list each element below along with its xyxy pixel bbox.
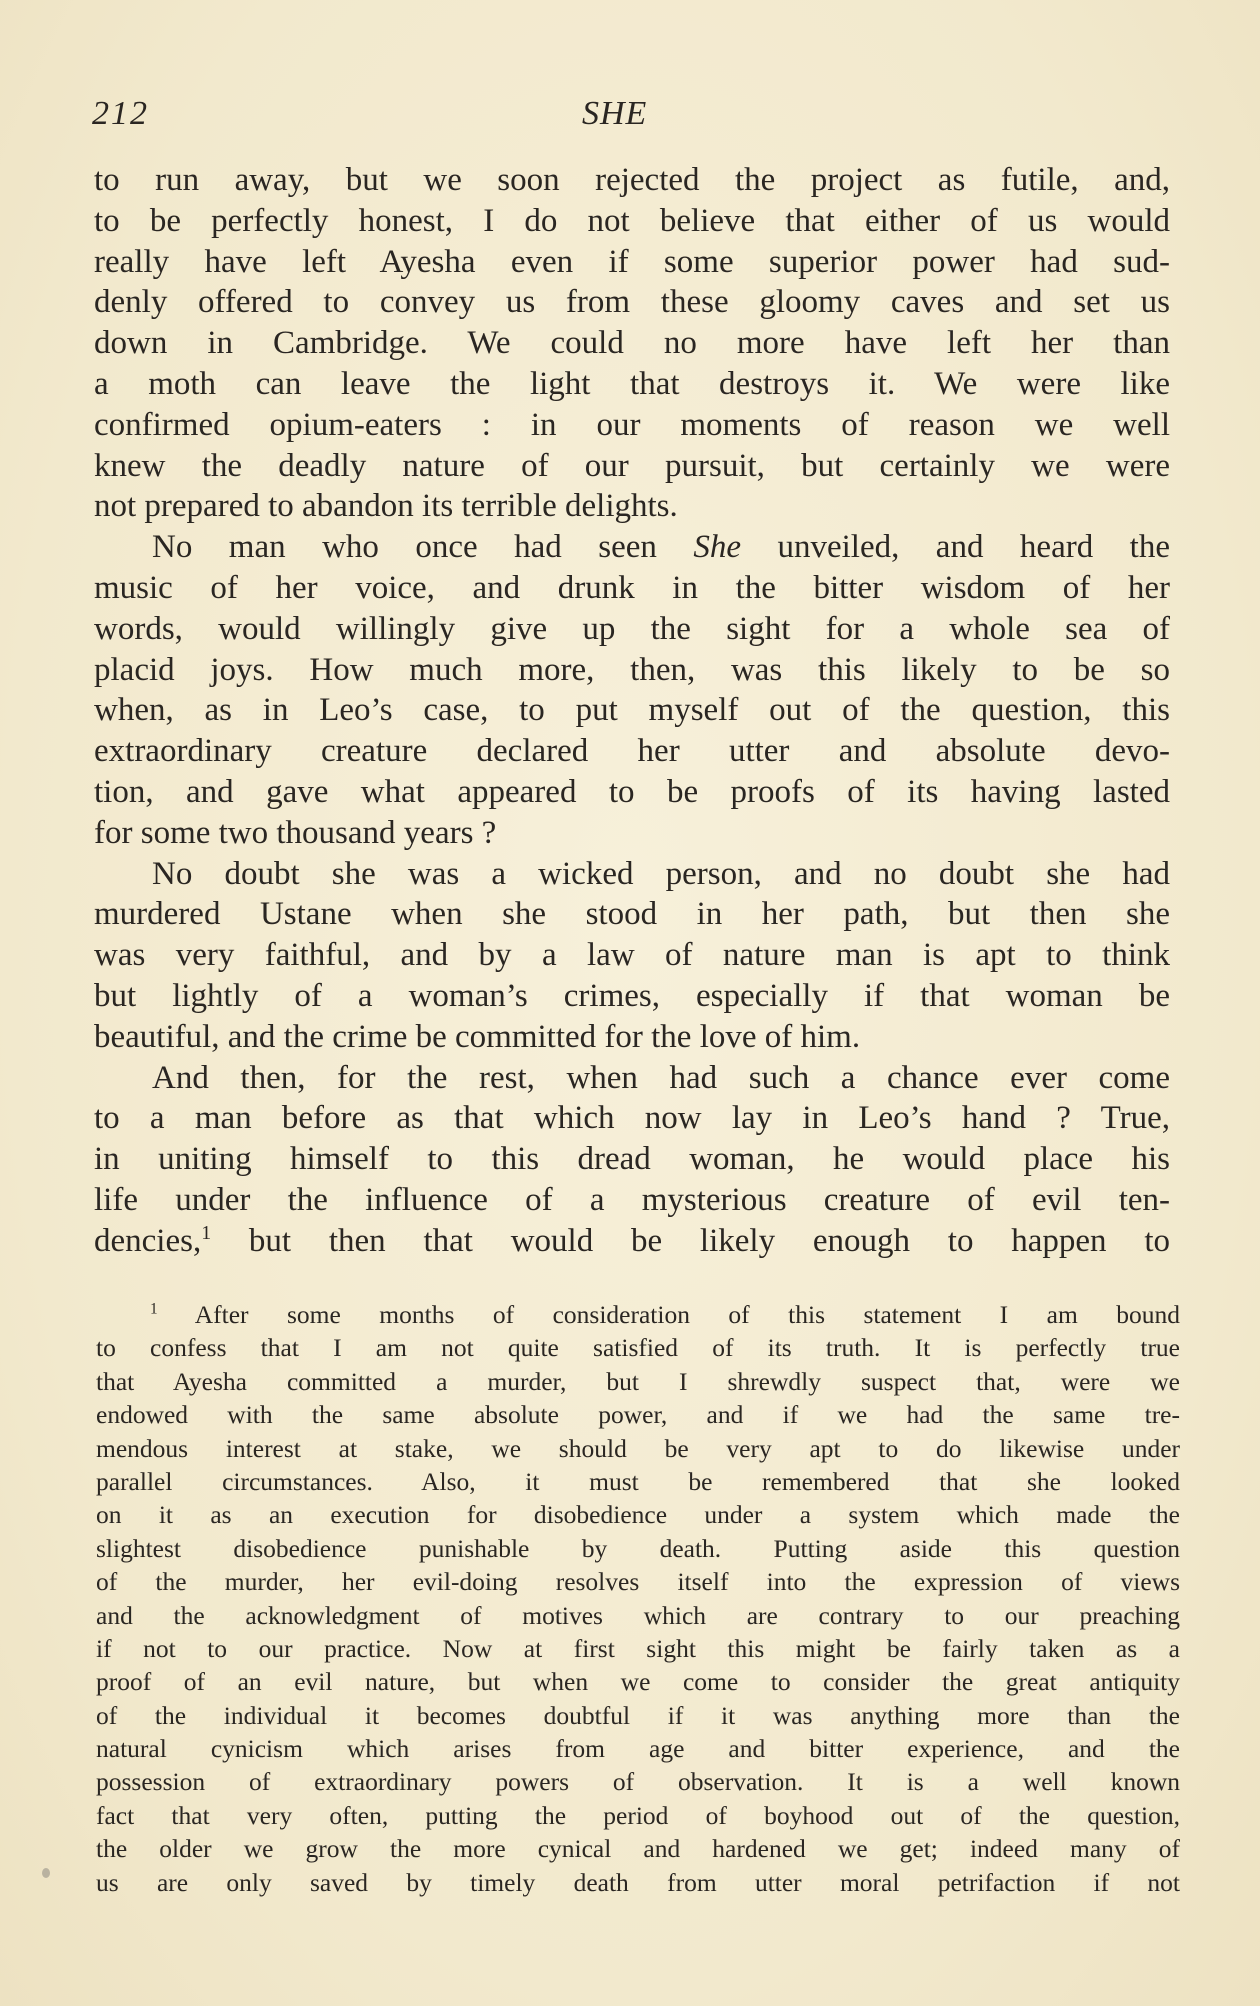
text-line: extraordinary creature declared her utter and absolute devo-: [94, 733, 1170, 770]
footnote-line: of the murder, her evil-doing resolves itself into the expression of views: [96, 1567, 1180, 1597]
text-line: down in Cambridge. We could no more have left her than: [94, 325, 1170, 362]
text-line: knew the deadly nature of our pursuit, but certainly we were: [94, 447, 1170, 484]
footnote-line: fact that very often, putting the period of boyhood out of the question,: [96, 1800, 1180, 1830]
page-number: 212: [92, 95, 149, 132]
footnote: [96, 1298, 1180, 1899]
text-line: not prepared to abandon its terrible delights.: [94, 488, 678, 525]
text-line: to be perfectly honest, I do not believe that either of us would: [94, 202, 1170, 239]
text-line: really have left Ayesha even if some superior power had sud-: [94, 243, 1170, 280]
text-line: beautiful, and the crime be committed for the love of him.: [94, 1018, 861, 1055]
text-line: for some two thousand years ?: [94, 814, 497, 851]
text-line: when, as in Leo’s case, to put myself out of the question, this: [94, 692, 1170, 729]
footnote-line: natural cynicism which arises from age and bitter experience, and the: [96, 1734, 1180, 1764]
text-line: music of her voice, and drunk in the bitter wisdom of her: [94, 569, 1170, 606]
footnote-reference: 1: [201, 1221, 212, 1244]
footnote-line: that Ayesha committed a murder, but I shrewdly suspect that, were we: [96, 1366, 1180, 1396]
footnote-line: the older we grow the more cynical and hardened we get; indeed many of: [96, 1834, 1180, 1864]
text-line: but lightly of a woman’s crimes, especially if that woman be: [94, 977, 1170, 1014]
text-line: was very faithful, and by a law of nature man is apt to think: [94, 937, 1170, 974]
footnote-line: us are only saved by timely death from utter moral petrifaction if not: [96, 1867, 1180, 1897]
text-fragment: dencies,: [94, 1222, 202, 1259]
text-line: words, would willingly give up the sight for a whole sea of: [94, 610, 1170, 647]
text-line: to run away, but we soon rejected the project as futile, and,: [94, 162, 1170, 198]
footnote-line: [96, 1298, 1180, 1331]
running-header: [92, 95, 1182, 145]
text-line: And then, for the rest, when had such a chance ever come: [152, 1059, 1170, 1096]
footnote-marker: 1: [150, 1300, 158, 1318]
text-line: No doubt she was a wicked person, and no doubt she had: [152, 855, 1170, 892]
running-title: SHE: [582, 95, 648, 132]
text-line: tion, and gave what appeared to be proofs of its having lasted: [94, 773, 1170, 810]
footnote-line: and the acknowledgment of motives which are contrary to our preaching: [96, 1600, 1180, 1630]
text-fragment: but then that would be likely enough to happen to: [248, 1222, 1171, 1259]
footnote-line: of the individual it becomes doubtful if it was anything more than the: [96, 1700, 1180, 1730]
text-line: in uniting himself to this dread woman, he would place his: [94, 1141, 1170, 1178]
text-line: [94, 1221, 1170, 1262]
footnote-line: possession of extraordinary powers of observation. It is a well known: [96, 1767, 1180, 1797]
footnote-line: on it as an execution for disobedience under a system which made the: [96, 1500, 1180, 1530]
text-line: placid joys. How much more, then, was this likely to be so: [94, 651, 1170, 688]
footnote-line: parallel circumstances. Also, it must be remembered that she looked: [96, 1466, 1180, 1496]
text-line: murdered Ustane when she stood in her path, but then she: [94, 896, 1170, 933]
paper-blemish: [42, 1868, 50, 1878]
footnote-line: proof of an evil nature, but when we come to consider the great antiquity: [96, 1667, 1180, 1697]
italic-she: She: [693, 529, 741, 566]
footnote-line: endowed with the same absolute power, and if we had the same tre-: [96, 1400, 1180, 1430]
text-line: a moth can leave the light that destroys it. We were like: [94, 365, 1170, 402]
footnote-line: if not to our practice. Now at first sight this might be fairly taken as a: [96, 1633, 1180, 1663]
text-fragment: After some months of consideration of this statement I am bound: [194, 1300, 1180, 1329]
main-text: [94, 160, 1170, 1262]
text-line: life under the influence of a mysterious creature of evil ten-: [94, 1181, 1170, 1218]
footnote-line: to confess that I am not quite satisfied of its truth. It is perfectly true: [96, 1333, 1180, 1363]
text-line: denly offered to convey us from these gloomy caves and set us: [94, 284, 1170, 321]
footnote-line: mendous interest at stake, we should be very apt to do likewise under: [96, 1433, 1180, 1463]
text-line: to a man before as that which now lay in Leo’s hand ? True,: [94, 1100, 1170, 1137]
text-line: confirmed opium-eaters : in our moments of reason we well: [94, 406, 1170, 443]
text-line: No man who once had seen She unveiled, and heard the: [152, 529, 1170, 566]
footnote-line: slightest disobedience punishable by death. Putting aside this question: [96, 1533, 1180, 1563]
